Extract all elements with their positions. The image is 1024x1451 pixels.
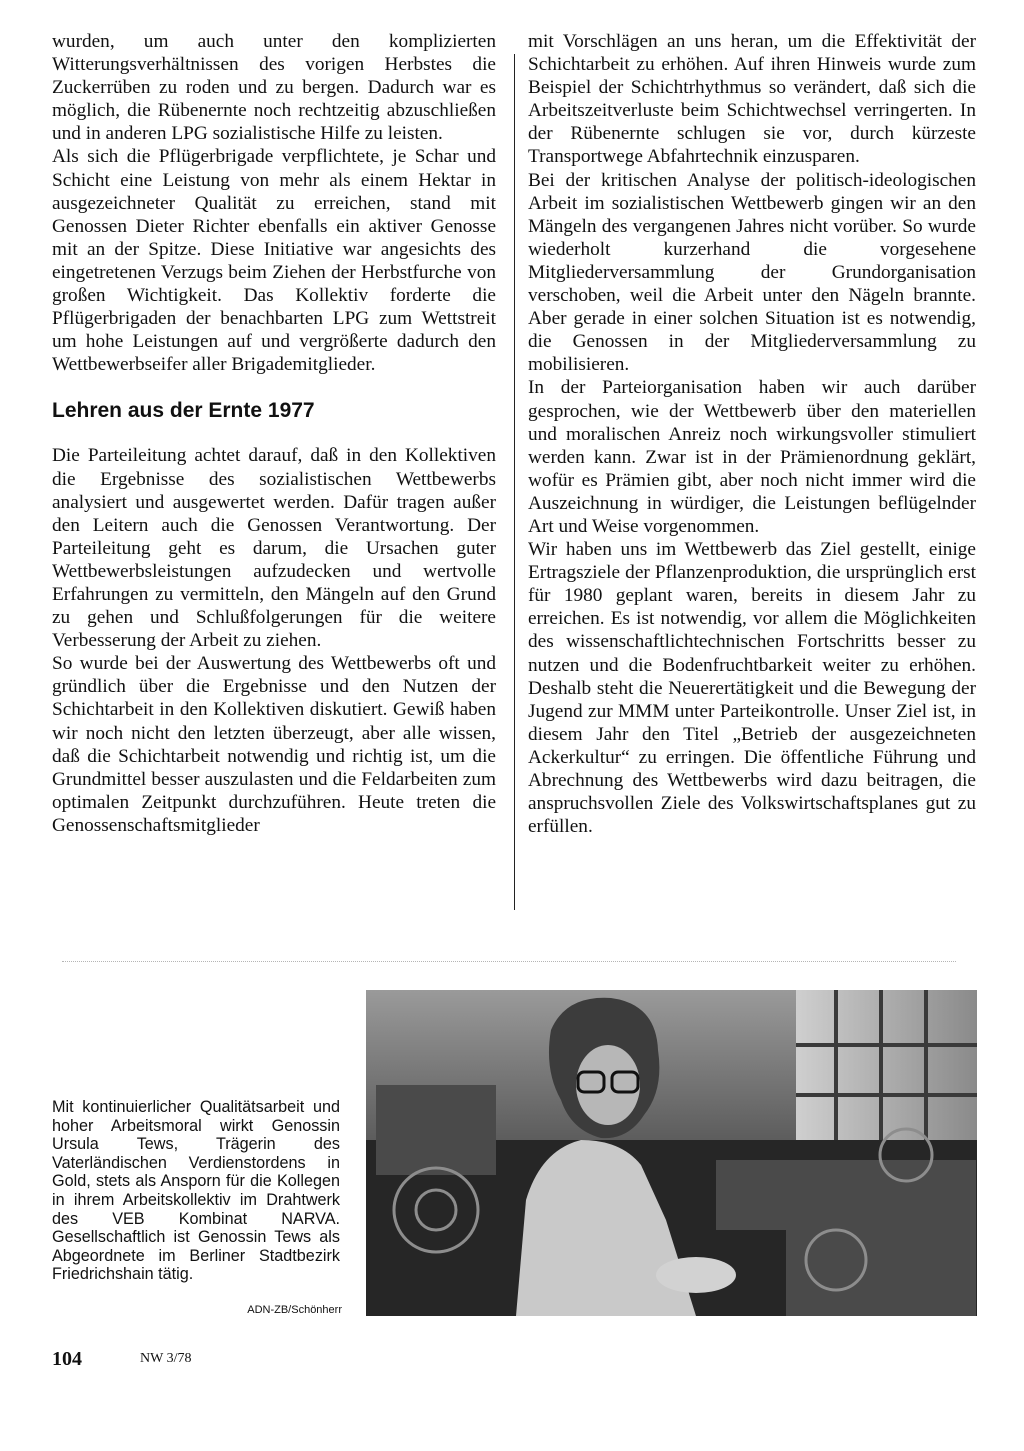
- paragraph: Die Parteileitung achtet darauf, daß in den Kollektiven die Ergebnisse des sozialistischen Wettbewerbs analysiert und ausgewertet werden. Dafür tragen außer den Leitern auch die Genossen Verantwortung. Der Parteileitung geht es darum, die Ursachen guter Wettbewerbsleistungen aufzudecken und wertvolle Erfahrungen zu vermitteln, den Mängeln auf den Grund zu gehen und Schlußfolgerungen für die weitere Verbesserung der Arbeit zu ziehen.: [52, 445, 496, 652]
- paragraph: Als sich die Pflügerbrigade verpflichtete, je Schar und Schicht eine Leistung von mehr als einem Hektar in ausgezeichneter Qualität zu erreichen, stand mit Genossen Dieter Richter ebenfalls ein aktiver Genosse mit an der Spitze. Diese Initiative war angesichts des eingetretenen Verzugs beim Ziehen der Herbstfurche von großen Wichtigkeit. Das Kollektiv forderte die Pflügerbrigaden der benachbarten LPG zum Wettstreit um hohe Leistungen auf und vergrößerte dadurch den Wettbewerbseifer aller Brigademitglieder.: [52, 146, 496, 376]
- photo-caption: Mit kontinuierlicher Qualitätsarbeit und hoher Arbeitsmoral wirkt Genossin Ursula Tews, Trägerin des Vaterländischen Verdienstordens in Gold, stets als Ansporn für die Kollegen in ihrem Arbeitskollektiv im Drahtwerk des VEB Kombinat NARVA. Gesellschaftlich ist Genossin Tews als Abgeordnete im Berliner Stadtbezirk Friedrichshain tätig.: [52, 1098, 340, 1284]
- paragraph: mit Vorschlägen an uns heran, um die Effektivität der Schichtarbeit zu erhöhen. Auf ihren Hinweis wurde zum Beispiel der Schichtrhythmus so verändert, daß sich die Arbeitszeitverluste beim Schichtwechsel verringerten. In der Rübenernte schlugen sie vor, durch kürzeste Transportwege Abfahrtechnik einzusparen.: [528, 31, 976, 168]
- left-column: [52, 30, 496, 837]
- right-column: [528, 30, 976, 838]
- paragraph: wurden, um auch unter den komplizierten Witterungsverhältnissen des vorigen Herbstes die Zuckerrüben zu roden und zu bergen. Dadurch war es möglich, die Rübenernte noch rechtzeitig abzuschließen und in anderen LPG sozialistische Hilfe zu leisten.: [52, 31, 496, 145]
- paragraph: In der Parteiorganisation haben wir auch darüber gesprochen, wie der Wettbewerb über den materiellen und moralischen Anreiz noch wirkungsvoller stimuliert werden kann. Zwar ist in der Prämienordnung geklärt, wofür es Prämien gibt, aber noch nicht immer wird die Auszeichnung in würdiger, die Leistungen beflügelnder Art und Weise vorgenommen.: [528, 377, 976, 537]
- paragraph: Bei der kritischen Analyse der politisch-ideologischen Arbeit im sozialistischen Wettbewerb gingen wir an den Mängeln des vergangenen Jahres nicht vorüber. So wurde wiederholt kurzerhand die vorgesehene Mitgliederversammlung der Grundorganisation verschoben, weil die Arbeit unter den Nägeln brannte. Aber gerade in einer solchen Situation ist es notwendig, die Genossen in der Mitgliederversammlung zu mobilisieren.: [528, 169, 976, 376]
- paragraph: So wurde bei der Auswertung des Wettbewerbs oft und gründlich über die Ergebnisse und den Nutzen der Schichtarbeit in den Kollektiven diskutiert. Gewiß haben wir noch nicht den letzten überzeugt, aber alle wissen, daß die Schichtarbeit notwendig und richtig ist, um die Grundmittel besser auszulasten und die Feldarbeiten zum optimalen Zeitpunkt durchzuführen. Heute treten die Genossenschaftsmitglieder: [52, 653, 496, 836]
- page-number: 104: [52, 1348, 82, 1370]
- photo-worker-at-machine: [366, 990, 977, 1316]
- issue-label: NW 3/78: [140, 1351, 192, 1366]
- section-heading: Lehren aus der Ernte 1977: [52, 399, 315, 423]
- column-divider: [514, 54, 515, 910]
- separator-rule: [62, 961, 956, 962]
- photo-credit: ADN-ZB/Schönherr: [247, 1304, 342, 1316]
- paragraph: Wir haben uns im Wettbewerb das Ziel gestellt, einige Ertragsziele der Pflanzenproduktion, die ursprünglich erst für 1980 geplant waren, bereits in diesem Jahr zu erreichen. Es ist notwendig, vor allem die Möglichkeiten des wissenschaftlichtechnischen Fortschritts besser zu nutzen und die Bodenfruchtbarkeit weiter zu erhöhen. Deshalb steht die Neuerertätigkeit und die Bewegung der Jugend zur MMM unter Parteikontrolle. Unser Ziel ist, in diesem Jahr den Titel „Betrieb der ausgezeichneten Ackerkultur“ zu erringen. Die öffentliche Führung und Abrechnung des Wettbewerbs wird dazu beitragen, die anspruchsvollen Ziele des Volkswirtschaftsplanes gut zu erfüllen.: [528, 539, 976, 838]
